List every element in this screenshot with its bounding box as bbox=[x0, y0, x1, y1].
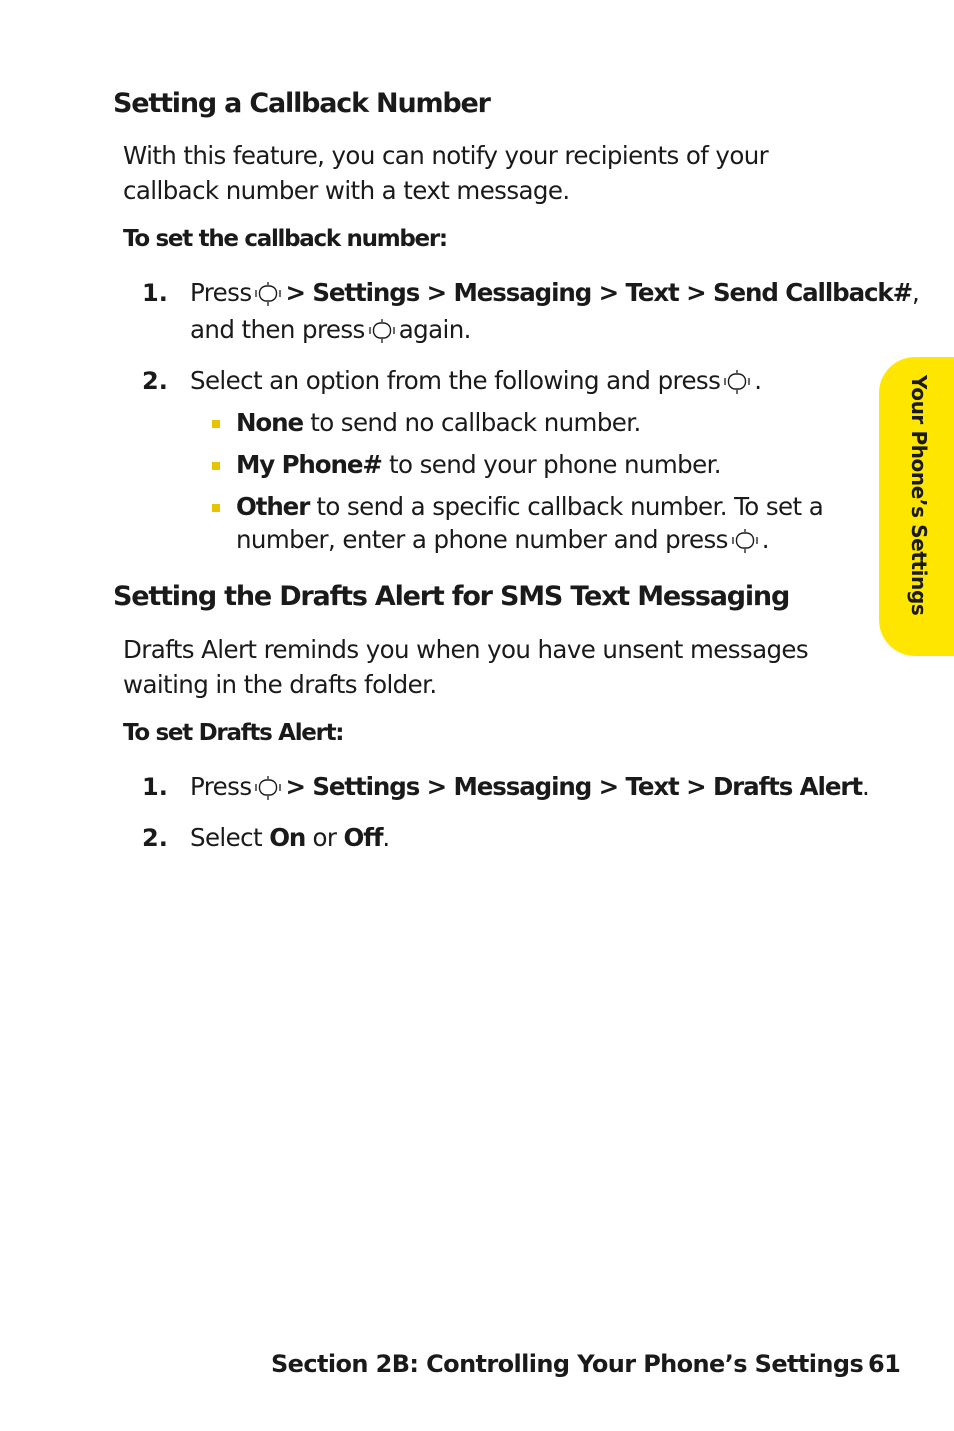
option-my-phone bbox=[236, 448, 721, 481]
callback-intro-line1: With this feature, you can notify your recipients of your bbox=[123, 141, 769, 170]
side-tab-label: Your Phone’s Settings bbox=[907, 375, 931, 616]
step-number-2: 2. bbox=[142, 824, 168, 852]
bullet-square-icon bbox=[212, 504, 220, 512]
menu-path-drafts-alert: > Settings > Messaging > Text > Drafts Alert bbox=[285, 772, 862, 801]
option-off: Off bbox=[343, 823, 383, 852]
option-other-text-line2: number, enter a phone number and press bbox=[236, 525, 728, 554]
option-other-period: . bbox=[761, 525, 769, 554]
option-none bbox=[236, 406, 641, 439]
option-none-label: None bbox=[236, 408, 303, 437]
drafts-subheading: To set Drafts Alert: bbox=[123, 720, 344, 746]
step-period: . bbox=[861, 772, 870, 801]
option-other bbox=[236, 490, 823, 556]
step-period: . bbox=[382, 823, 390, 852]
callback-step-2 bbox=[190, 362, 761, 399]
option-other-text: to send a specific callback number. To set a bbox=[316, 492, 824, 521]
or-label: or bbox=[312, 823, 337, 852]
menu-ok-key-icon bbox=[367, 318, 397, 344]
step-2-period: . bbox=[754, 366, 762, 395]
menu-path-send-callback: > Settings > Messaging > Text > Send Callback# bbox=[285, 278, 913, 307]
menu-ok-key-icon bbox=[722, 369, 752, 395]
menu-ok-key-icon bbox=[730, 528, 760, 554]
side-tab bbox=[879, 357, 954, 656]
callback-intro bbox=[123, 138, 768, 208]
callback-step-1-line1 bbox=[190, 274, 919, 311]
and-then-press-label: and then press bbox=[190, 315, 365, 344]
drafts-intro-line1: Drafts Alert reminds you when you have unsent messages bbox=[123, 635, 809, 664]
step-number-1: 1. bbox=[142, 773, 168, 801]
select-label: Select bbox=[190, 823, 262, 852]
step-2-text: Select an option from the following and press bbox=[190, 366, 721, 395]
step-comma: , bbox=[912, 278, 920, 307]
footer-section-title: Section 2B: Controlling Your Phone’s Settings bbox=[271, 1350, 864, 1378]
drafts-intro-line2: waiting in the drafts folder. bbox=[123, 670, 437, 699]
menu-ok-key-icon bbox=[253, 775, 283, 801]
option-none-text: to send no callback number. bbox=[310, 408, 641, 437]
press-label: Press bbox=[190, 772, 252, 801]
drafts-intro bbox=[123, 632, 808, 702]
callback-intro-line2: callback number with a text message. bbox=[123, 176, 570, 205]
callback-subheading: To set the callback number: bbox=[123, 226, 447, 252]
option-other-line2 bbox=[236, 523, 823, 556]
page-number: 61 bbox=[868, 1350, 901, 1378]
section-heading-callback: Setting a Callback Number bbox=[113, 88, 490, 119]
bullet-square-icon bbox=[212, 462, 220, 470]
callback-step-1 bbox=[190, 274, 919, 348]
option-on: On bbox=[269, 823, 306, 852]
again-label: again. bbox=[398, 315, 471, 344]
step-number-2: 2. bbox=[142, 367, 168, 395]
option-other-line1 bbox=[236, 490, 823, 523]
press-label: Press bbox=[190, 278, 252, 307]
bullet-square-icon bbox=[212, 420, 220, 428]
option-other-label: Other bbox=[236, 492, 310, 521]
callback-step-1-line2 bbox=[190, 311, 919, 348]
drafts-step-1 bbox=[190, 768, 869, 805]
option-my-phone-text: to send your phone number. bbox=[389, 450, 721, 479]
menu-ok-key-icon bbox=[253, 281, 283, 307]
section-heading-drafts-alert: Setting the Drafts Alert for SMS Text Messaging bbox=[113, 581, 790, 612]
option-my-phone-label: My Phone# bbox=[236, 450, 382, 479]
step-number-1: 1. bbox=[142, 279, 168, 307]
drafts-step-2 bbox=[190, 819, 390, 856]
